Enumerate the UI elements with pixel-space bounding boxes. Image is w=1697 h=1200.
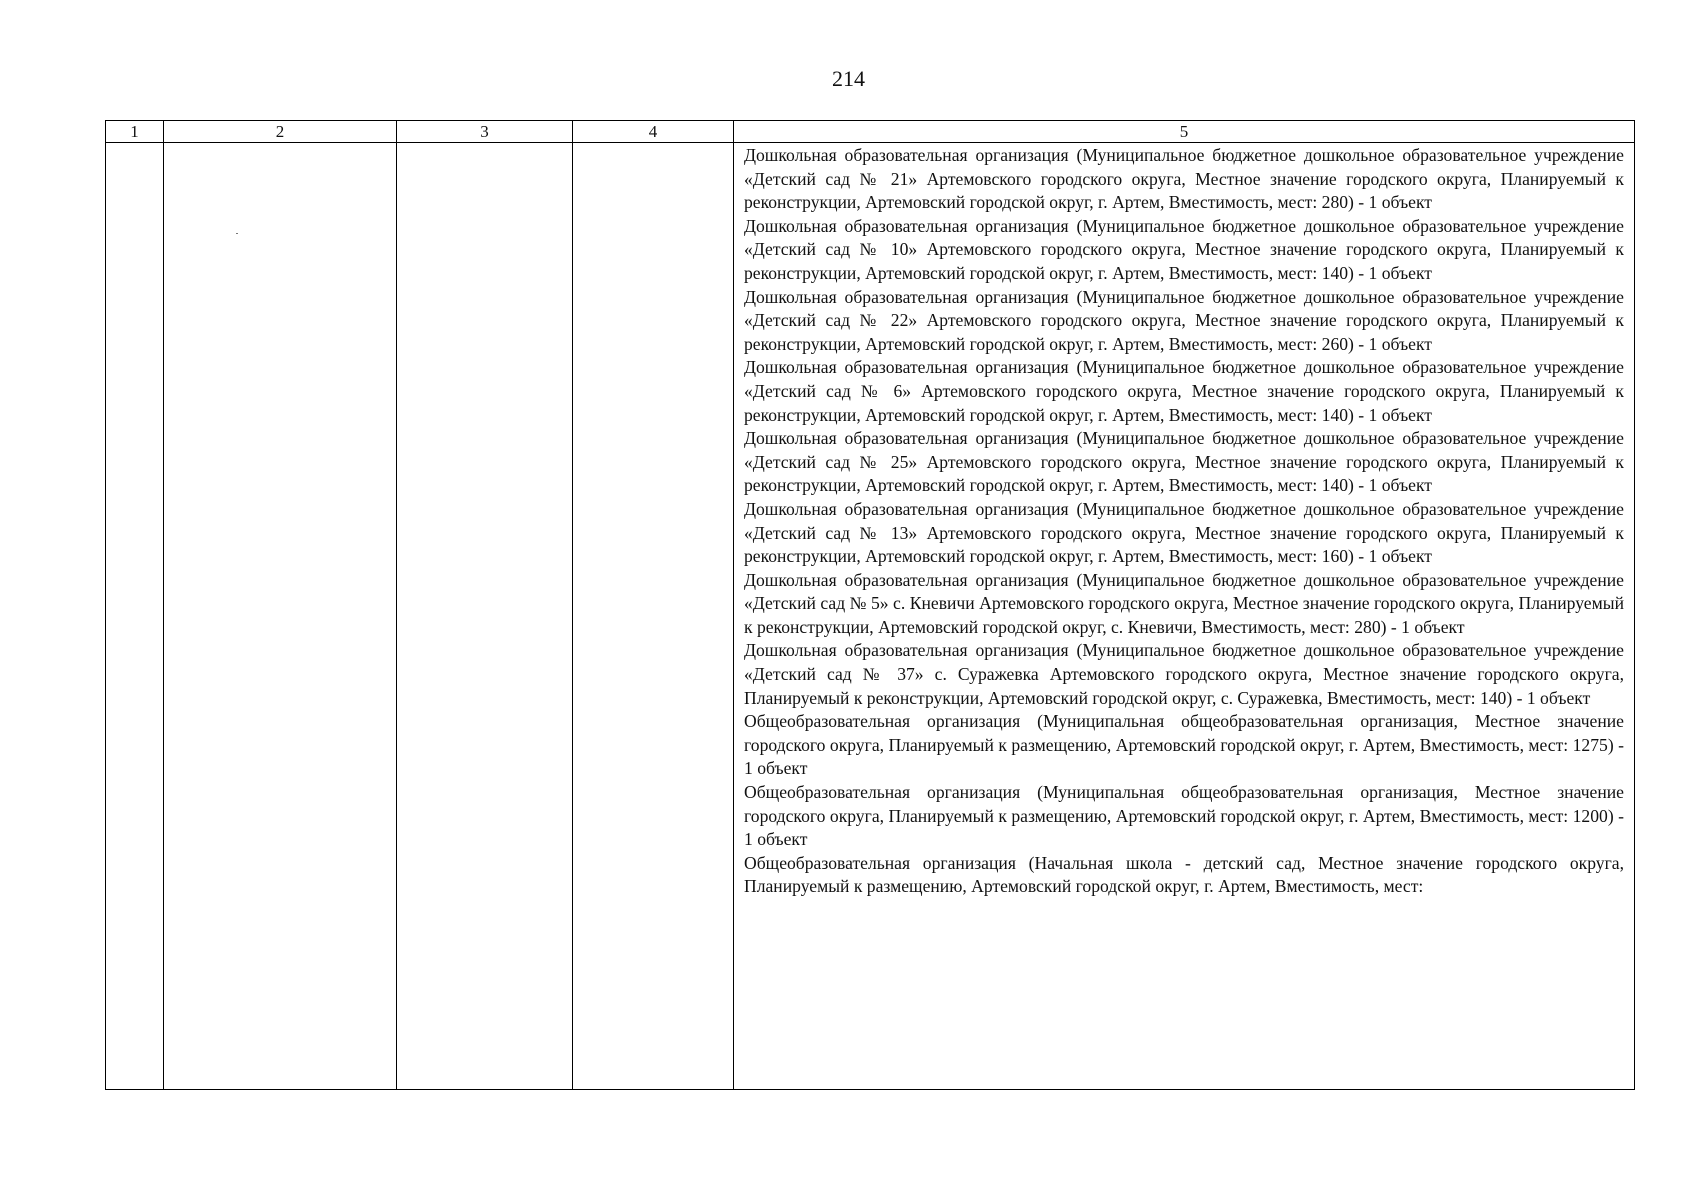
list-item: Дошкольная образовательная организация (Муниципальное бюджетное дошкольное образовательное учреждение «Детский сад № 22» Артемовского городского округа, Местное значение городского округа, Планируемый к реконструкции, Артемовский городской округ, г. Артем, Вместимость, мест: 260) - 1 объект bbox=[744, 286, 1624, 354]
column-header-2: 2 bbox=[164, 121, 397, 143]
list-item: Дошкольная образовательная организация (Муниципальное бюджетное дошкольное образовательное учреждение «Детский сад № 21» Артемовского городского округа, Местное значение городского округа, Планируемый к реконструкции, Артемовский городской округ, г. Артем, Вместимость, мест: 280) - 1 объект bbox=[744, 145, 1624, 213]
column-header-1: 1 bbox=[106, 121, 164, 143]
list-item: Дошкольная образовательная организация (Муниципальное бюджетное дошкольное образовательное учреждение «Детский сад № 25» Артемовского городского округа, Местное значение городского округа, Планируемый к реконструкции, Артемовский городской округ, г. Артем, Вместимость, мест: 140) - 1 объект bbox=[744, 428, 1624, 496]
cell-col-5 bbox=[734, 143, 1635, 1090]
entries-list bbox=[744, 144, 1624, 1089]
column-header-3: 3 bbox=[397, 121, 573, 143]
column-header-4: 4 bbox=[573, 121, 734, 143]
page-number: 214 bbox=[832, 66, 865, 91]
cell-col-3 bbox=[397, 143, 573, 1090]
list-item: Общеобразовательная организация (Начальная школа - детский сад, Местное значение городского округа, Планируемый к размещению, Артемовский городской округ, г. Артем, Вместимость, мест: bbox=[744, 852, 1624, 897]
table-row bbox=[106, 143, 1635, 1090]
list-item: Дошкольная образовательная организация (Муниципальное бюджетное дошкольное образовательное учреждение «Детский сад № 5» с. Кневичи Артемовского городского округа, Местное значение городского округа, Планируемый к реконструкции, Артемовский городской округ, с. Кневичи, Вместимость, мест: 280) - 1 объект bbox=[744, 569, 1624, 637]
list-item: Дошкольная образовательная организация (Муниципальное бюджетное дошкольное образовательное учреждение «Детский сад № 10» Артемовского городского округа, Местное значение городского округа, Планируемый к реконструкции, Артемовский городской округ, г. Артем, Вместимость, мест: 140) - 1 объект bbox=[744, 215, 1624, 283]
cell-col-4 bbox=[573, 143, 734, 1090]
list-item: Общеобразовательная организация (Муниципальная общеобразовательная организация, Местное значение городского округа, Планируемый к размещению, Артемовский городской округ, г. Артем, Вместимость, мест: 1275) - 1 объект bbox=[744, 711, 1624, 779]
cell-col-1 bbox=[106, 143, 164, 1090]
column-header-5: 5 bbox=[734, 121, 1635, 143]
table-header-row bbox=[106, 121, 1635, 143]
list-item: Дошкольная образовательная организация (Муниципальное бюджетное дошкольное образовательное учреждение «Детский сад № 37» с. Суражевка Артемовского городского округа, Местное значение городского округа, Планируемый к реконструкции, Артемовский городской округ, с. Суражевка, Вместимость, мест: 140) - 1 объект bbox=[744, 640, 1624, 708]
cell-col-2 bbox=[164, 143, 397, 1090]
list-item: Дошкольная образовательная организация (Муниципальное бюджетное дошкольное образовательное учреждение «Детский сад № 13» Артемовского городского округа, Местное значение городского округа, Планируемый к реконструкции, Артемовский городской округ, г. Артем, Вместимость, мест: 160) - 1 объект bbox=[744, 498, 1624, 567]
list-item: Дошкольная образовательная организация (Муниципальное бюджетное дошкольное образовательное учреждение «Детский сад № 6» Артемовского городского округа, Местное значение городского округа, Планируемый к реконструкции, Артемовский городской округ, г. Артем, Вместимость, мест: 140) - 1 объект bbox=[744, 357, 1624, 425]
document-table bbox=[105, 120, 1635, 1090]
scan-speck bbox=[236, 233, 238, 234]
list-item: Общеобразовательная организация (Муниципальная общеобразовательная организация, Местное значение городского округа, Планируемый к размещению, Артемовский городской округ, г. Артем, Вместимость, мест: 1200) - 1 объект bbox=[744, 782, 1624, 850]
